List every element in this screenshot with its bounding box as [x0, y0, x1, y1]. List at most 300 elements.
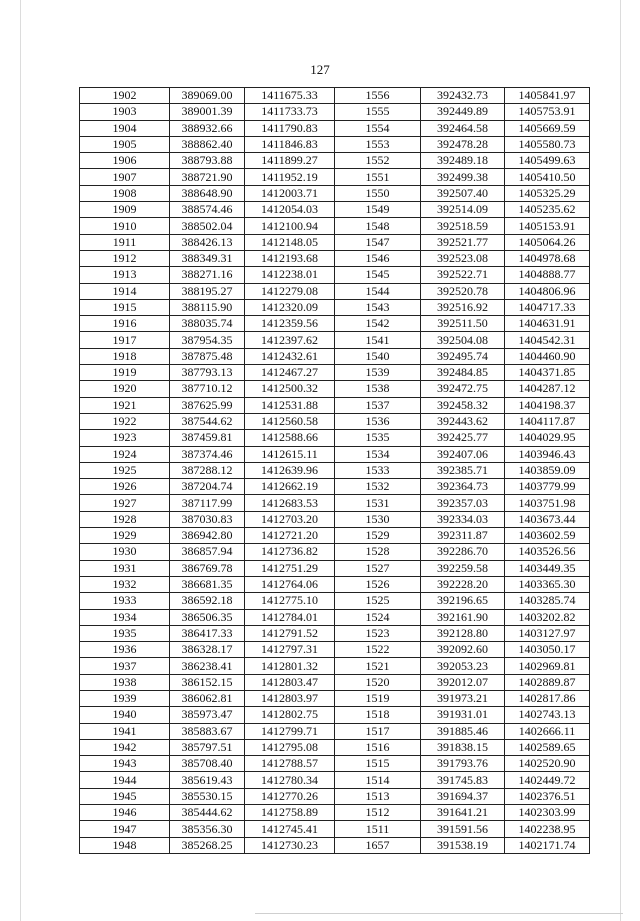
- table-row: [80, 250, 590, 266]
- y-coordinate-left: 1412639.96: [245, 462, 335, 478]
- table-row: [80, 185, 590, 201]
- y-coordinate-right: 1404806.96: [505, 283, 590, 299]
- y-coordinate-left: 1411846.83: [245, 136, 335, 152]
- x-coordinate-right: 392514.09: [421, 202, 505, 218]
- table-row: [80, 593, 590, 609]
- x-coordinate-left: 388648.90: [170, 185, 245, 201]
- point-number-right: 1555: [335, 104, 421, 120]
- table-row: [80, 642, 590, 658]
- x-coordinate-left: 387875.48: [170, 348, 245, 364]
- point-number-left: 1943: [80, 756, 170, 772]
- table-row: [80, 576, 590, 592]
- point-number-left: 1944: [80, 772, 170, 788]
- y-coordinate-right: 1404287.12: [505, 381, 590, 397]
- y-coordinate-right: 1403779.99: [505, 479, 590, 495]
- point-number-left: 1911: [80, 234, 170, 250]
- y-coordinate-left: 1412320.09: [245, 299, 335, 315]
- x-coordinate-left: 387625.99: [170, 397, 245, 413]
- point-number-left: 1921: [80, 397, 170, 413]
- page-edge-bottom: [255, 913, 623, 914]
- x-coordinate-right: 392012.07: [421, 674, 505, 690]
- y-coordinate-left: 1412238.01: [245, 267, 335, 283]
- point-number-left: 1926: [80, 479, 170, 495]
- x-coordinate-left: 388793.88: [170, 153, 245, 169]
- y-coordinate-left: 1412797.31: [245, 642, 335, 658]
- table-row: [80, 658, 590, 674]
- table-row: [80, 723, 590, 739]
- x-coordinate-right: 392464.58: [421, 120, 505, 136]
- x-coordinate-right: 392458.32: [421, 397, 505, 413]
- y-coordinate-right: 1403127.97: [505, 625, 590, 641]
- table-row: [80, 104, 590, 120]
- point-number-left: 1930: [80, 544, 170, 560]
- point-number-right: 1556: [335, 88, 421, 104]
- x-coordinate-left: 387544.62: [170, 413, 245, 429]
- x-coordinate-right: 391931.01: [421, 707, 505, 723]
- y-coordinate-right: 1402589.65: [505, 739, 590, 755]
- y-coordinate-right: 1403449.35: [505, 560, 590, 576]
- page-number: 127: [310, 62, 330, 77]
- x-coordinate-left: 389001.39: [170, 104, 245, 120]
- point-number-right: 1549: [335, 202, 421, 218]
- table-row: [80, 756, 590, 772]
- point-number-right: 1541: [335, 332, 421, 348]
- x-coordinate-right: 392407.06: [421, 446, 505, 462]
- x-coordinate-right: 392495.74: [421, 348, 505, 364]
- point-number-left: 1927: [80, 495, 170, 511]
- point-number-right: 1521: [335, 658, 421, 674]
- point-number-right: 1530: [335, 511, 421, 527]
- y-coordinate-right: 1402449.72: [505, 772, 590, 788]
- point-number-right: 1522: [335, 642, 421, 658]
- x-coordinate-left: 388502.04: [170, 218, 245, 234]
- table-row: [80, 316, 590, 332]
- point-number-right: 1533: [335, 462, 421, 478]
- x-coordinate-left: 385883.67: [170, 723, 245, 739]
- y-coordinate-left: 1412500.32: [245, 381, 335, 397]
- x-coordinate-right: 392489.18: [421, 153, 505, 169]
- y-coordinate-right: 1403602.59: [505, 528, 590, 544]
- table-row: [80, 821, 590, 837]
- y-coordinate-left: 1412802.75: [245, 707, 335, 723]
- x-coordinate-right: 392484.85: [421, 365, 505, 381]
- x-coordinate-right: 391838.15: [421, 739, 505, 755]
- table-row: [80, 136, 590, 152]
- y-coordinate-right: 1404117.87: [505, 413, 590, 429]
- table-row: [80, 739, 590, 755]
- y-coordinate-left: 1411790.83: [245, 120, 335, 136]
- point-number-left: 1915: [80, 299, 170, 315]
- x-coordinate-left: 386592.18: [170, 593, 245, 609]
- x-coordinate-left: 388574.46: [170, 202, 245, 218]
- x-coordinate-left: 387374.46: [170, 446, 245, 462]
- table-row: [80, 544, 590, 560]
- x-coordinate-left: 387288.12: [170, 462, 245, 478]
- y-coordinate-right: 1402376.51: [505, 788, 590, 804]
- y-coordinate-left: 1412397.62: [245, 332, 335, 348]
- point-number-left: 1912: [80, 250, 170, 266]
- y-coordinate-left: 1412279.08: [245, 283, 335, 299]
- y-coordinate-left: 1412359.56: [245, 316, 335, 332]
- x-coordinate-right: 392364.73: [421, 479, 505, 495]
- y-coordinate-right: 1403202.82: [505, 609, 590, 625]
- point-number-left: 1924: [80, 446, 170, 462]
- x-coordinate-right: 391745.83: [421, 772, 505, 788]
- x-coordinate-right: 392128.80: [421, 625, 505, 641]
- point-number-left: 1916: [80, 316, 170, 332]
- y-coordinate-left: 1412003.71: [245, 185, 335, 201]
- y-coordinate-left: 1411899.27: [245, 153, 335, 169]
- point-number-right: 1512: [335, 805, 421, 821]
- y-coordinate-right: 1404029.95: [505, 430, 590, 446]
- x-coordinate-right: 392196.65: [421, 593, 505, 609]
- x-coordinate-left: 385619.43: [170, 772, 245, 788]
- table-row: [80, 690, 590, 706]
- x-coordinate-left: 387204.74: [170, 479, 245, 495]
- point-number-left: 1932: [80, 576, 170, 592]
- table-row: [80, 169, 590, 185]
- point-number-left: 1908: [80, 185, 170, 201]
- x-coordinate-right: 391641.21: [421, 805, 505, 821]
- y-coordinate-right: 1402666.11: [505, 723, 590, 739]
- y-coordinate-right: 1405064.26: [505, 234, 590, 250]
- table-row: [80, 283, 590, 299]
- y-coordinate-right: 1405235.62: [505, 202, 590, 218]
- y-coordinate-right: 1404717.33: [505, 299, 590, 315]
- y-coordinate-left: 1412730.23: [245, 837, 335, 853]
- point-number-left: 1946: [80, 805, 170, 821]
- point-number-left: 1914: [80, 283, 170, 299]
- x-coordinate-right: 392504.08: [421, 332, 505, 348]
- x-coordinate-left: 388721.90: [170, 169, 245, 185]
- y-coordinate-left: 1412775.10: [245, 593, 335, 609]
- x-coordinate-left: 385708.40: [170, 756, 245, 772]
- x-coordinate-right: 391793.76: [421, 756, 505, 772]
- y-coordinate-right: 1405325.29: [505, 185, 590, 201]
- point-number-right: 1550: [335, 185, 421, 201]
- x-coordinate-left: 386769.78: [170, 560, 245, 576]
- x-coordinate-left: 387954.35: [170, 332, 245, 348]
- table-row: [80, 120, 590, 136]
- point-number-right: 1545: [335, 267, 421, 283]
- point-number-right: 1553: [335, 136, 421, 152]
- y-coordinate-right: 1402520.90: [505, 756, 590, 772]
- y-coordinate-left: 1412432.61: [245, 348, 335, 364]
- x-coordinate-right: 392507.40: [421, 185, 505, 201]
- point-number-right: 1547: [335, 234, 421, 250]
- x-coordinate-left: 388035.74: [170, 316, 245, 332]
- x-coordinate-right: 392053.23: [421, 658, 505, 674]
- x-coordinate-right: 392092.60: [421, 642, 505, 658]
- point-number-left: 1934: [80, 609, 170, 625]
- table-row: [80, 837, 590, 853]
- x-coordinate-right: 392228.20: [421, 576, 505, 592]
- table-row: [80, 788, 590, 804]
- x-coordinate-right: 392357.03: [421, 495, 505, 511]
- x-coordinate-right: 392161.90: [421, 609, 505, 625]
- point-number-left: 1906: [80, 153, 170, 169]
- y-coordinate-right: 1404888.77: [505, 267, 590, 283]
- point-number-right: 1527: [335, 560, 421, 576]
- point-number-right: 1537: [335, 397, 421, 413]
- point-number-right: 1523: [335, 625, 421, 641]
- x-coordinate-left: 386857.94: [170, 544, 245, 560]
- y-coordinate-left: 1412736.82: [245, 544, 335, 560]
- point-number-right: 1539: [335, 365, 421, 381]
- table-row: [80, 805, 590, 821]
- y-coordinate-left: 1412683.53: [245, 495, 335, 511]
- point-number-right: 1534: [335, 446, 421, 462]
- x-coordinate-right: 392425.77: [421, 430, 505, 446]
- point-number-right: 1657: [335, 837, 421, 853]
- y-coordinate-right: 1404460.90: [505, 348, 590, 364]
- table-row: [80, 365, 590, 381]
- table-row: [80, 299, 590, 315]
- x-coordinate-right: 392518.59: [421, 218, 505, 234]
- table-row: [80, 479, 590, 495]
- y-coordinate-right: 1402743.13: [505, 707, 590, 723]
- point-number-right: 1538: [335, 381, 421, 397]
- y-coordinate-left: 1412531.88: [245, 397, 335, 413]
- x-coordinate-left: 388932.66: [170, 120, 245, 136]
- coordinates-table-body: [80, 88, 590, 854]
- point-number-right: 1548: [335, 218, 421, 234]
- x-coordinate-left: 386681.35: [170, 576, 245, 592]
- y-coordinate-left: 1412784.01: [245, 609, 335, 625]
- y-coordinate-left: 1412662.19: [245, 479, 335, 495]
- table-row: [80, 397, 590, 413]
- x-coordinate-left: 388195.27: [170, 283, 245, 299]
- point-number-right: 1551: [335, 169, 421, 185]
- point-number-left: 1917: [80, 332, 170, 348]
- x-coordinate-right: 392522.71: [421, 267, 505, 283]
- x-coordinate-left: 388862.40: [170, 136, 245, 152]
- x-coordinate-left: 386506.35: [170, 609, 245, 625]
- y-coordinate-right: 1402889.87: [505, 674, 590, 690]
- y-coordinate-left: 1412764.06: [245, 576, 335, 592]
- x-coordinate-right: 391694.37: [421, 788, 505, 804]
- table-row: [80, 153, 590, 169]
- table-row: [80, 348, 590, 364]
- y-coordinate-left: 1412100.94: [245, 218, 335, 234]
- y-coordinate-right: 1405841.97: [505, 88, 590, 104]
- point-number-left: 1928: [80, 511, 170, 527]
- x-coordinate-left: 385444.62: [170, 805, 245, 821]
- point-number-right: 1544: [335, 283, 421, 299]
- table-row: [80, 332, 590, 348]
- y-coordinate-right: 1404198.37: [505, 397, 590, 413]
- point-number-left: 1948: [80, 837, 170, 853]
- point-number-right: 1525: [335, 593, 421, 609]
- x-coordinate-right: 392523.08: [421, 250, 505, 266]
- table-row: [80, 674, 590, 690]
- point-number-left: 1903: [80, 104, 170, 120]
- y-coordinate-right: 1403526.56: [505, 544, 590, 560]
- point-number-left: 1939: [80, 690, 170, 706]
- y-coordinate-right: 1403859.09: [505, 462, 590, 478]
- y-coordinate-right: 1403365.30: [505, 576, 590, 592]
- point-number-left: 1945: [80, 788, 170, 804]
- y-coordinate-left: 1412193.68: [245, 250, 335, 266]
- table-row: [80, 234, 590, 250]
- x-coordinate-left: 386328.17: [170, 642, 245, 658]
- table-row: [80, 609, 590, 625]
- y-coordinate-left: 1411675.33: [245, 88, 335, 104]
- y-coordinate-right: 1404631.91: [505, 316, 590, 332]
- x-coordinate-right: 391591.56: [421, 821, 505, 837]
- point-number-right: 1546: [335, 250, 421, 266]
- y-coordinate-right: 1403050.17: [505, 642, 590, 658]
- point-number-left: 1942: [80, 739, 170, 755]
- point-number-left: 1933: [80, 593, 170, 609]
- point-number-left: 1936: [80, 642, 170, 658]
- x-coordinate-left: 385356.30: [170, 821, 245, 837]
- point-number-left: 1941: [80, 723, 170, 739]
- y-coordinate-left: 1412054.03: [245, 202, 335, 218]
- table-row: [80, 462, 590, 478]
- y-coordinate-left: 1412799.71: [245, 723, 335, 739]
- y-coordinate-left: 1412791.52: [245, 625, 335, 641]
- point-number-right: 1520: [335, 674, 421, 690]
- point-number-right: 1535: [335, 430, 421, 446]
- y-coordinate-left: 1412745.41: [245, 821, 335, 837]
- table-row: [80, 560, 590, 576]
- x-coordinate-left: 386152.15: [170, 674, 245, 690]
- x-coordinate-right: 391538.19: [421, 837, 505, 853]
- coordinates-table: [79, 87, 590, 854]
- point-number-left: 1905: [80, 136, 170, 152]
- point-number-left: 1923: [80, 430, 170, 446]
- x-coordinate-left: 386417.33: [170, 625, 245, 641]
- x-coordinate-left: 386942.80: [170, 528, 245, 544]
- page-edge-left: [20, 0, 21, 921]
- point-number-left: 1902: [80, 88, 170, 104]
- point-number-right: 1543: [335, 299, 421, 315]
- x-coordinate-left: 385268.25: [170, 837, 245, 853]
- point-number-right: 1554: [335, 120, 421, 136]
- y-coordinate-right: 1405499.63: [505, 153, 590, 169]
- point-number-right: 1529: [335, 528, 421, 544]
- y-coordinate-left: 1412801.32: [245, 658, 335, 674]
- x-coordinate-left: 387030.83: [170, 511, 245, 527]
- x-coordinate-left: 388349.31: [170, 250, 245, 266]
- y-coordinate-left: 1412788.57: [245, 756, 335, 772]
- y-coordinate-right: 1405669.59: [505, 120, 590, 136]
- point-number-right: 1532: [335, 479, 421, 495]
- point-number-right: 1514: [335, 772, 421, 788]
- table-row: [80, 446, 590, 462]
- table-row: [80, 772, 590, 788]
- point-number-right: 1518: [335, 707, 421, 723]
- y-coordinate-right: 1403946.43: [505, 446, 590, 462]
- x-coordinate-right: 392334.03: [421, 511, 505, 527]
- x-coordinate-right: 392472.75: [421, 381, 505, 397]
- y-coordinate-right: 1402969.81: [505, 658, 590, 674]
- x-coordinate-left: 388426.13: [170, 234, 245, 250]
- point-number-right: 1517: [335, 723, 421, 739]
- table-row: [80, 707, 590, 723]
- x-coordinate-left: 387459.81: [170, 430, 245, 446]
- x-coordinate-left: 386062.81: [170, 690, 245, 706]
- y-coordinate-left: 1412795.08: [245, 739, 335, 755]
- x-coordinate-right: 392499.38: [421, 169, 505, 185]
- table-row: [80, 413, 590, 429]
- y-coordinate-left: 1411733.73: [245, 104, 335, 120]
- point-number-right: 1542: [335, 316, 421, 332]
- y-coordinate-left: 1412803.97: [245, 690, 335, 706]
- point-number-left: 1937: [80, 658, 170, 674]
- x-coordinate-left: 386238.41: [170, 658, 245, 674]
- y-coordinate-left: 1412770.26: [245, 788, 335, 804]
- x-coordinate-left: 387710.12: [170, 381, 245, 397]
- point-number-right: 1536: [335, 413, 421, 429]
- y-coordinate-right: 1402303.99: [505, 805, 590, 821]
- x-coordinate-right: 391973.21: [421, 690, 505, 706]
- x-coordinate-right: 392511.50: [421, 316, 505, 332]
- x-coordinate-right: 392478.28: [421, 136, 505, 152]
- y-coordinate-left: 1412703.20: [245, 511, 335, 527]
- x-coordinate-right: 391885.46: [421, 723, 505, 739]
- y-coordinate-left: 1412588.66: [245, 430, 335, 446]
- y-coordinate-left: 1412615.11: [245, 446, 335, 462]
- point-number-left: 1904: [80, 120, 170, 136]
- x-coordinate-right: 392520.78: [421, 283, 505, 299]
- page-edge-right: [620, 0, 621, 921]
- point-number-left: 1922: [80, 413, 170, 429]
- point-number-left: 1938: [80, 674, 170, 690]
- point-number-left: 1910: [80, 218, 170, 234]
- y-coordinate-right: 1402817.86: [505, 690, 590, 706]
- point-number-right: 1519: [335, 690, 421, 706]
- table-row: [80, 511, 590, 527]
- x-coordinate-right: 392521.77: [421, 234, 505, 250]
- y-coordinate-right: 1403751.98: [505, 495, 590, 511]
- point-number-right: 1540: [335, 348, 421, 364]
- x-coordinate-left: 385973.47: [170, 707, 245, 723]
- point-number-left: 1925: [80, 462, 170, 478]
- x-coordinate-right: 392385.71: [421, 462, 505, 478]
- x-coordinate-right: 392311.87: [421, 528, 505, 544]
- point-number-right: 1515: [335, 756, 421, 772]
- point-number-right: 1531: [335, 495, 421, 511]
- table-row: [80, 202, 590, 218]
- x-coordinate-right: 392443.62: [421, 413, 505, 429]
- table-row: [80, 495, 590, 511]
- table-row: [80, 528, 590, 544]
- point-number-left: 1929: [80, 528, 170, 544]
- y-coordinate-right: 1404371.85: [505, 365, 590, 381]
- y-coordinate-right: 1404542.31: [505, 332, 590, 348]
- point-number-left: 1931: [80, 560, 170, 576]
- point-number-left: 1907: [80, 169, 170, 185]
- y-coordinate-right: 1402171.74: [505, 837, 590, 853]
- table-row: [80, 381, 590, 397]
- y-coordinate-left: 1412751.29: [245, 560, 335, 576]
- point-number-right: 1526: [335, 576, 421, 592]
- y-coordinate-left: 1412803.47: [245, 674, 335, 690]
- point-number-right: 1552: [335, 153, 421, 169]
- y-coordinate-right: 1405580.73: [505, 136, 590, 152]
- x-coordinate-left: 385530.15: [170, 788, 245, 804]
- point-number-left: 1918: [80, 348, 170, 364]
- table-row: [80, 625, 590, 641]
- y-coordinate-left: 1411952.19: [245, 169, 335, 185]
- table-row: [80, 267, 590, 283]
- y-coordinate-left: 1412148.05: [245, 234, 335, 250]
- x-coordinate-left: 388115.90: [170, 299, 245, 315]
- x-coordinate-right: 392432.73: [421, 88, 505, 104]
- x-coordinate-right: 392259.58: [421, 560, 505, 576]
